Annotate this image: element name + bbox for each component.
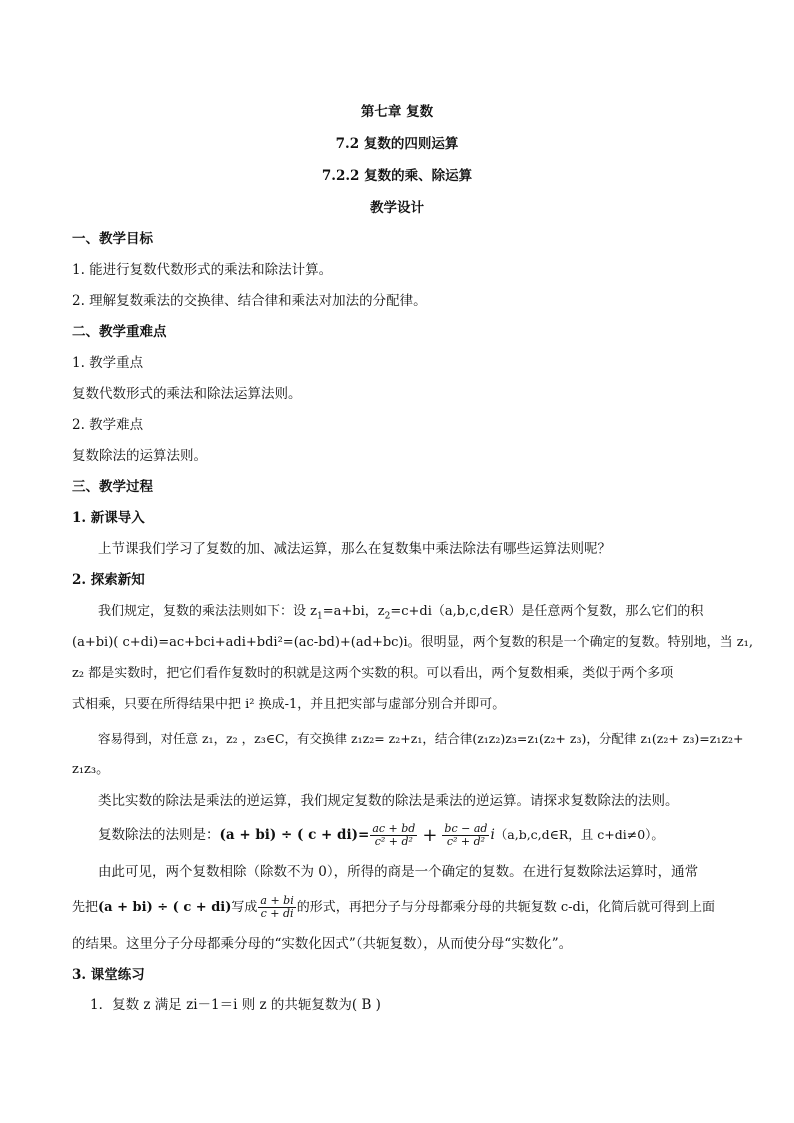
text-span: =a+bi，z: [322, 604, 385, 619]
focus-label: 1. 教学重点: [72, 355, 144, 371]
text-span: 先把: [72, 900, 99, 915]
intro-label: 1. 新课导入: [72, 510, 145, 526]
focus-text: 复数代数形式的乘法和除法运算法则。: [72, 386, 302, 402]
fraction-denominator: c² + d²: [374, 835, 413, 848]
chapter-title: 第七章 复数: [360, 104, 434, 120]
division-expression: (a + bi) ÷ ( c + di): [98, 900, 232, 915]
paragraph-line: 式相乘，只要在所得结果中把 i² 换成-1，并且把实部与虚部分别合并即可。: [72, 697, 506, 712]
text-span: =c+di（a,b,c,d∈R）是任意两个复数，那么它们的积: [390, 604, 704, 619]
rule-suffix: （a,b,c,d∈R，且 c+di≠0）。: [494, 827, 664, 842]
paragraph-line: z₂ 都是实数时，把它们看作复数时的积就是这两个实数的积。可以看出，两个复数相乘，类似于两个多项: [72, 666, 674, 681]
fraction-denominator: c + di: [260, 907, 294, 920]
paragraph-line: 我们规定，复数的乘法法则如下：设 $z_1=a+bi$，$z_2=c+di(a,b,c,d\in R)$是任意两个复数，那么它们的积: [98, 604, 704, 622]
subsection-title: 7.2.2 复数的乘、除运算: [321, 168, 473, 184]
fraction-denominator: c² + d²: [446, 835, 486, 848]
plus-sign: +: [422, 824, 438, 846]
key-points-heading: 二、教学重难点: [72, 324, 167, 340]
imaginary-unit: i: [490, 827, 495, 843]
explore-label: 2. 探索新知: [72, 572, 145, 588]
paragraph-line: (a+bi)( c+di)=ac+bci+adi+bdi²=(ac-bd)+(ad+bc)i。很明显，两个复数的积是一个确定的复数。特别地，当 z₁,: [72, 635, 753, 650]
fraction-numerator: ac + bd: [372, 822, 416, 835]
fraction: [370, 823, 417, 848]
fraction: [258, 895, 295, 920]
text-span: 的形式，再把分子与分母都乘分母的共轭复数 c-di，化简后就可得到上面: [296, 900, 716, 915]
goal-item: 2. 理解复数乘法的交换律、结合律和乘法对加法的分配律。: [72, 293, 427, 309]
goals-heading: 一、教学目标: [72, 231, 153, 247]
question-item: 1．复数 z 满足 zi－1＝i 则 z 的共轭复数为( B ): [90, 997, 381, 1013]
paragraph-line: 的结果。这里分子分母都乘分母的“实数化因式”（共轭复数），从而使分母“实数化”。: [72, 936, 573, 952]
text-span: 我们规定，复数的乘法法则如下：设 z: [98, 604, 317, 619]
rule-prefix: 复数除法的法则是：: [98, 827, 220, 843]
fraction-numerator: a + bi: [260, 894, 294, 907]
paragraph-line: 由此可见，两个复数相除（除数不为 0），所得的商是一个确定的复数。在进行复数除法运算时，通常: [98, 864, 699, 880]
text-span: 写成: [231, 900, 258, 915]
practice-label: 3. 课堂练习: [72, 967, 145, 983]
process-heading: 三、教学过程: [72, 479, 153, 495]
paragraph-line: 容易得到，对任意 z₁，z₂ ，z₃∈C，有交换律 z₁z₂= z₂+z₁，结合律(z₁z₂)z₃=z₁(z₂+ z₃)，分配律 z₁(z₂+ z₃)=z₁z₂+: [98, 731, 744, 746]
division-rule-line: [98, 820, 722, 850]
fraction-numerator: bc − ad: [444, 822, 488, 835]
section-title: 7.2 复数的四则运算: [335, 136, 459, 152]
goal-item: 1. 能进行复数代数形式的乘法和除法计算。: [72, 262, 333, 278]
difficulty-label: 2. 教学难点: [72, 417, 144, 433]
fraction: [442, 823, 489, 848]
doc-type-title: 教学设计: [370, 200, 424, 216]
rule-expression: (a + bi) ÷ ( c + di)=: [219, 827, 370, 843]
paragraph-line: [72, 893, 722, 923]
intro-text: 上节课我们学习了复数的加、减法运算，那么在复数集中乘法除法有哪些运算法则呢？: [98, 541, 611, 557]
difficulty-text: 复数除法的运算法则。: [72, 448, 207, 464]
paragraph-line: 类比实数的除法是乘法的逆运算，我们规定复数的除法是乘法的逆运算。请探求复数除法的法则。: [98, 793, 679, 809]
paragraph-line: z₁z₃。: [72, 762, 110, 777]
